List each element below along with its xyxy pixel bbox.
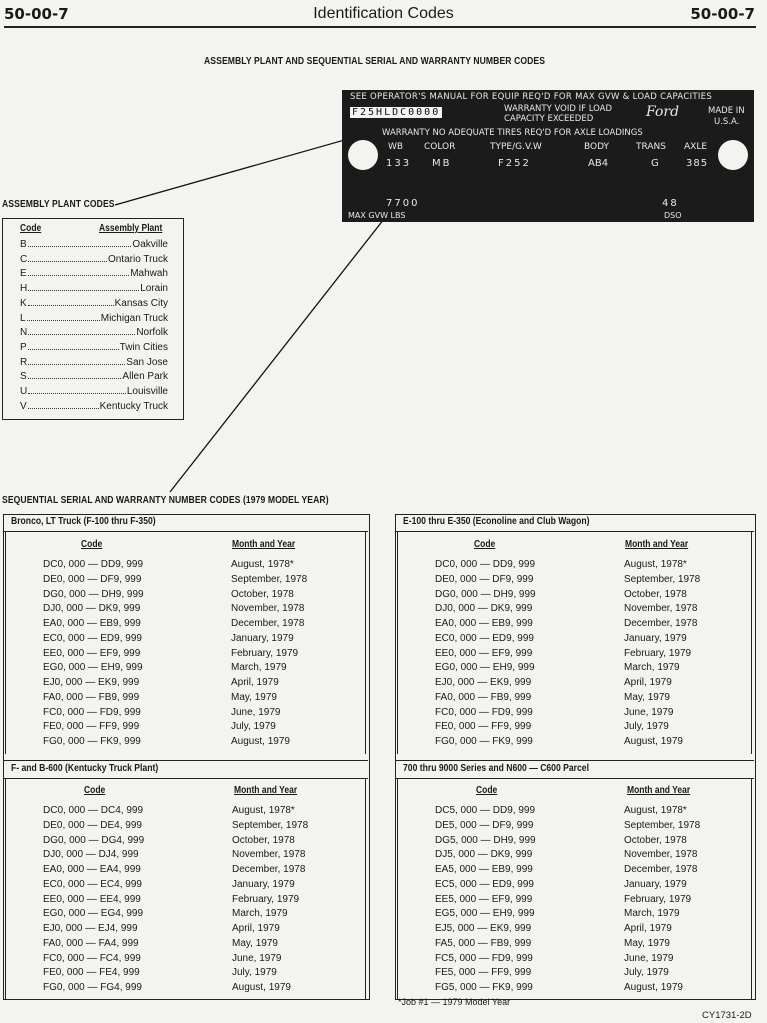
footnote: *Job #1 — 1979 Model Year bbox=[398, 997, 511, 1007]
serial-range: EE0, 000 — EF9, 999 bbox=[43, 647, 141, 659]
month-year: April, 1979 bbox=[624, 923, 672, 934]
month-year: February, 1979 bbox=[232, 893, 300, 905]
serial-range: FG0, 000 — FK9, 999 bbox=[43, 736, 141, 747]
serial-table-header bbox=[3, 514, 368, 532]
serial-table-title: E-100 thru E-350 (Econoline and Club Wagon) bbox=[403, 516, 590, 527]
serial-range: EJ5, 000 — EK9, 999 bbox=[435, 923, 532, 934]
serial-range: FE0, 000 — FE4, 999 bbox=[43, 967, 140, 979]
serial-range: DC0, 000 — DD9, 999 bbox=[43, 559, 144, 570]
plant-row bbox=[20, 401, 168, 412]
col-header-code: Code bbox=[84, 785, 106, 796]
plant-row bbox=[20, 298, 168, 309]
month-year: August, 1978* bbox=[624, 559, 687, 570]
month-year: November, 1978 bbox=[624, 849, 698, 861]
plant-col-plant: Assembly Plant bbox=[99, 223, 163, 234]
month-year: April, 1979 bbox=[624, 677, 672, 688]
month-year: February, 1979 bbox=[231, 647, 299, 659]
col-header-month: Month and Year bbox=[625, 539, 689, 550]
month-year: August, 1979 bbox=[232, 982, 291, 993]
month-year: July, 1979 bbox=[624, 721, 669, 733]
month-year: January, 1979 bbox=[232, 878, 295, 890]
plant-row bbox=[20, 386, 168, 397]
month-year: February, 1979 bbox=[624, 647, 692, 659]
serial-range: EC0, 000 — EC4, 999 bbox=[43, 878, 142, 890]
plant-name: Kentucky Truck bbox=[99, 400, 168, 412]
serial-range: FE5, 000 — FF9, 999 bbox=[435, 967, 532, 979]
serial-range: DC0, 000 — DC4, 999 bbox=[43, 805, 144, 816]
plate-rivet-hole-left bbox=[348, 140, 378, 170]
serial-table-title: Bronco, LT Truck (F-100 thru F-350) bbox=[11, 516, 156, 527]
plate-gvw-value: 7700 bbox=[386, 198, 420, 209]
col-header-code: Code bbox=[81, 539, 103, 550]
ford-logo: Ford bbox=[646, 104, 680, 120]
serial-range: DE5, 000 — DF9, 999 bbox=[435, 819, 534, 831]
dot-leader bbox=[28, 393, 126, 394]
plant-row bbox=[20, 239, 168, 250]
plate-warranty-void: WARRANTY VOID IF LOAD bbox=[504, 104, 613, 114]
serial-range: EC0, 000 — ED9, 999 bbox=[43, 632, 142, 644]
month-year: March, 1979 bbox=[624, 908, 680, 920]
plant-row bbox=[20, 357, 168, 368]
serial-range: FE0, 000 — FF9, 999 bbox=[435, 721, 532, 733]
plant-name: Michigan Truck bbox=[100, 312, 168, 324]
plant-code: R bbox=[20, 356, 28, 368]
dot-leader bbox=[28, 275, 130, 276]
serial-range: DE0, 000 — DE4, 999 bbox=[43, 819, 142, 831]
plate-value-body: AB4 bbox=[588, 158, 609, 169]
serial-range: DG5, 000 — DH9, 999 bbox=[435, 834, 536, 846]
month-year: August, 1979 bbox=[231, 736, 290, 747]
plant-name: Norfolk bbox=[136, 327, 168, 339]
serial-range: DC0, 000 — DD9, 999 bbox=[435, 559, 536, 570]
plant-col-code: Code bbox=[20, 223, 42, 234]
month-year: September, 1978 bbox=[231, 573, 308, 585]
plant-row bbox=[20, 371, 168, 382]
dot-leader bbox=[28, 305, 114, 306]
plate-dso-label: DSO bbox=[664, 211, 682, 220]
plate-section-title: ASSEMBLY PLANT AND SEQUENTIAL SERIAL AND WARRANTY NUMBER CODES bbox=[204, 56, 546, 67]
serial-range: FC0, 000 — FD9, 999 bbox=[43, 706, 141, 718]
month-year: August, 1978* bbox=[232, 805, 295, 816]
vehicle-certification-plate bbox=[342, 90, 754, 222]
month-year: July, 1979 bbox=[231, 721, 276, 733]
serial-range: EJ0, 000 — EK9, 999 bbox=[43, 677, 140, 688]
plant-row bbox=[20, 342, 168, 353]
serial-range: DC5, 000 — DD9, 999 bbox=[435, 805, 536, 816]
dot-leader bbox=[28, 408, 99, 409]
serial-range: FG5, 000 — FK9, 999 bbox=[435, 982, 533, 993]
serial-table bbox=[395, 760, 754, 1000]
plate-label-axle: AXLE bbox=[684, 142, 708, 152]
col-header-month: Month and Year bbox=[232, 539, 296, 550]
serial-range: FE0, 000 — FF9, 999 bbox=[43, 721, 140, 733]
serial-range: FA0, 000 — FB9, 999 bbox=[43, 691, 140, 703]
month-year: May, 1979 bbox=[232, 937, 278, 949]
dot-leader bbox=[28, 364, 125, 365]
month-year: July, 1979 bbox=[232, 967, 277, 979]
month-year: November, 1978 bbox=[232, 849, 306, 861]
serial-range: FG0, 000 — FG4, 999 bbox=[43, 982, 142, 993]
serial-range: DE0, 000 — DF9, 999 bbox=[43, 573, 142, 585]
month-year: September, 1978 bbox=[232, 819, 309, 831]
serial-table-header bbox=[3, 760, 368, 779]
month-year: October, 1978 bbox=[232, 834, 295, 846]
col-header-month: Month and Year bbox=[627, 785, 691, 796]
month-year: April, 1979 bbox=[232, 923, 280, 934]
plate-label-color: COLOR bbox=[424, 142, 456, 152]
month-year: April, 1979 bbox=[231, 677, 279, 688]
col-header-code: Code bbox=[476, 785, 498, 796]
plant-codes-title: ASSEMBLY PLANT CODES bbox=[2, 199, 115, 210]
plant-code: C bbox=[20, 253, 28, 265]
plant-code: S bbox=[20, 371, 27, 383]
plate-usa: U.S.A. bbox=[714, 117, 740, 127]
serial-table-header bbox=[395, 514, 754, 532]
serial-range: EE0, 000 — EF9, 999 bbox=[435, 647, 533, 659]
month-year: September, 1978 bbox=[624, 573, 701, 585]
month-year: June, 1979 bbox=[231, 706, 281, 718]
plate-rivet-hole-right bbox=[718, 140, 748, 170]
month-year: December, 1978 bbox=[624, 864, 698, 875]
plate-line1: SEE OPERATOR'S MANUAL FOR EQUIP REQ'D FOR MAX GVW & LOAD CAPACITIES bbox=[350, 92, 713, 102]
plate-capacity-exceeded: CAPACITY EXCEEDED bbox=[504, 114, 594, 124]
plant-row bbox=[20, 268, 168, 279]
month-year: August, 1978* bbox=[231, 559, 294, 570]
plant-row bbox=[20, 313, 168, 324]
page-number-right: 50-00-7 bbox=[690, 5, 755, 23]
plant-name: Louisville bbox=[126, 386, 168, 397]
month-year: December, 1978 bbox=[231, 618, 305, 629]
month-year: August, 1979 bbox=[624, 736, 683, 747]
month-year: August, 1978* bbox=[624, 805, 687, 816]
serial-range: FA0, 000 — FA4, 999 bbox=[43, 937, 139, 949]
plant-name: Oakville bbox=[132, 239, 168, 250]
plant-name: Allen Park bbox=[122, 371, 168, 383]
serial-range: EA0, 000 — EB9, 999 bbox=[435, 618, 533, 629]
plate-line3: WARRANTY NO ADEQUATE TIRES REQ'D FOR AXLE LOADINGS bbox=[382, 128, 643, 138]
serial-range: EA0, 000 — EB9, 999 bbox=[43, 618, 141, 629]
serial-range: FA0, 000 — FB9, 999 bbox=[435, 691, 532, 703]
page-number-left: 50-00-7 bbox=[4, 5, 69, 23]
serial-range: DE0, 000 — DF9, 999 bbox=[435, 573, 534, 585]
serial-range: EG0, 000 — EH9, 999 bbox=[435, 662, 535, 674]
month-year: March, 1979 bbox=[624, 662, 680, 674]
figure-id: CY1731-2D bbox=[702, 1010, 752, 1021]
plate-dso-value: 48 bbox=[662, 198, 679, 209]
plate-label-wb: WB bbox=[388, 142, 404, 152]
plant-row bbox=[20, 283, 168, 294]
month-year: January, 1979 bbox=[624, 632, 687, 644]
plate-value-color: MB bbox=[432, 158, 452, 169]
month-year: July, 1979 bbox=[624, 967, 669, 979]
serial-range: EG0, 000 — EH9, 999 bbox=[43, 662, 143, 674]
plant-name: Ontario Truck bbox=[107, 253, 168, 265]
plate-label-type: TYPE/G.V.W bbox=[490, 142, 542, 152]
plant-row bbox=[20, 327, 168, 338]
serial-range: EA5, 000 — EB9, 999 bbox=[435, 864, 533, 875]
serial-table-title: F- and B-600 (Kentucky Truck Plant) bbox=[11, 763, 159, 774]
plate-value-type: F252 bbox=[498, 158, 531, 169]
dot-leader bbox=[28, 261, 107, 262]
month-year: December, 1978 bbox=[232, 864, 306, 875]
serial-range: FC5, 000 — FD9, 999 bbox=[435, 952, 533, 964]
serial-range: EG5, 000 — EH9, 999 bbox=[435, 908, 535, 920]
dot-leader bbox=[28, 246, 132, 247]
serial-range: DG0, 000 — DH9, 999 bbox=[435, 588, 536, 600]
month-year: February, 1979 bbox=[624, 893, 692, 905]
plant-name: Mahwah bbox=[130, 268, 168, 280]
page-title: Identification Codes bbox=[313, 5, 454, 22]
col-header-code: Code bbox=[474, 539, 496, 550]
month-year: June, 1979 bbox=[232, 952, 282, 964]
month-year: June, 1979 bbox=[624, 952, 674, 964]
plate-value-wb: 133 bbox=[386, 158, 412, 169]
serial-range: FA5, 000 — FB9, 999 bbox=[435, 937, 532, 949]
serial-range: DG0, 000 — DH9, 999 bbox=[43, 588, 144, 600]
serial-range: DJ5, 000 — DK9, 999 bbox=[435, 849, 533, 861]
plant-name: Kansas City bbox=[114, 297, 168, 309]
plant-name: San Jose bbox=[126, 356, 168, 368]
month-year: January, 1979 bbox=[624, 878, 687, 890]
plant-code: V bbox=[20, 400, 27, 412]
plant-code: H bbox=[20, 283, 28, 295]
month-year: October, 1978 bbox=[231, 588, 294, 600]
month-year: March, 1979 bbox=[232, 908, 288, 920]
plant-name: Twin Cities bbox=[119, 341, 168, 353]
serial-range: EA0, 000 — EA4, 999 bbox=[43, 864, 141, 875]
serial-range: EJ0, 000 — EK9, 999 bbox=[435, 677, 532, 688]
plate-value-trans: G bbox=[651, 158, 659, 169]
plate-made-in: MADE IN bbox=[708, 106, 745, 116]
serial-table bbox=[3, 760, 368, 1000]
serial-range: EC5, 000 — ED9, 999 bbox=[435, 878, 534, 890]
month-year: September, 1978 bbox=[624, 819, 701, 831]
plate-label-body: BODY bbox=[584, 142, 610, 152]
dot-leader bbox=[27, 320, 100, 321]
serial-range: FG0, 000 — FK9, 999 bbox=[435, 736, 533, 747]
sequential-codes-title: SEQUENTIAL SERIAL AND WARRANTY NUMBER CODES (1979 MODEL YEAR) bbox=[2, 495, 329, 506]
serial-table bbox=[395, 514, 754, 754]
month-year: November, 1978 bbox=[231, 603, 305, 615]
dot-leader bbox=[28, 349, 119, 350]
serial-range: EG0, 000 — EG4, 999 bbox=[43, 908, 144, 920]
plant-code: K bbox=[20, 297, 27, 309]
serial-table bbox=[3, 514, 368, 754]
plant-code: E bbox=[20, 268, 27, 280]
plate-serial: F25HLDC0000 bbox=[352, 107, 441, 118]
serial-range: EJ0, 000 — EJ4, 999 bbox=[43, 923, 138, 934]
plant-row bbox=[20, 254, 168, 265]
serial-range: EE0, 000 — EE4, 999 bbox=[43, 893, 141, 905]
month-year: December, 1978 bbox=[624, 618, 698, 629]
dot-leader bbox=[28, 378, 122, 379]
plate-label-trans: TRANS bbox=[636, 142, 666, 152]
col-header-month: Month and Year bbox=[234, 785, 298, 796]
serial-range: DJ0, 000 — DK9, 999 bbox=[43, 603, 141, 615]
serial-range: DG0, 000 — DG4, 999 bbox=[43, 834, 145, 846]
month-year: October, 1978 bbox=[624, 588, 687, 600]
month-year: January, 1979 bbox=[231, 632, 294, 644]
plant-code: B bbox=[20, 239, 27, 250]
month-year: March, 1979 bbox=[231, 662, 287, 674]
plant-name: Lorain bbox=[140, 283, 168, 295]
serial-range: DJ0, 000 — DK9, 999 bbox=[435, 603, 533, 615]
month-year: May, 1979 bbox=[624, 691, 670, 703]
month-year: May, 1979 bbox=[231, 691, 277, 703]
plant-code: U bbox=[20, 386, 28, 397]
serial-range: EE5, 000 — EF9, 999 bbox=[435, 893, 533, 905]
month-year: October, 1978 bbox=[624, 834, 687, 846]
month-year: November, 1978 bbox=[624, 603, 698, 615]
plate-max-gvw-label: MAX GVW LBS bbox=[348, 211, 406, 220]
dot-leader bbox=[28, 290, 139, 291]
month-year: May, 1979 bbox=[624, 937, 670, 949]
serial-range: FC0, 000 — FD9, 999 bbox=[435, 706, 533, 718]
serial-table-title: 700 thru 9000 Series and N600 — C600 Parcel bbox=[403, 763, 589, 774]
plant-code: N bbox=[20, 327, 28, 339]
serial-table-header bbox=[395, 760, 754, 779]
plant-code: P bbox=[20, 341, 27, 353]
plant-codes-box bbox=[2, 218, 184, 420]
dot-leader bbox=[28, 334, 135, 335]
serial-range: EC0, 000 — ED9, 999 bbox=[435, 632, 534, 644]
plant-code: L bbox=[20, 312, 26, 324]
month-year: June, 1979 bbox=[624, 706, 674, 718]
serial-range: DJ0, 000 — DJ4, 999 bbox=[43, 849, 139, 861]
month-year: August, 1979 bbox=[624, 982, 683, 993]
serial-range: FC0, 000 — FC4, 999 bbox=[43, 952, 141, 964]
plate-value-axle: 385 bbox=[686, 158, 709, 169]
